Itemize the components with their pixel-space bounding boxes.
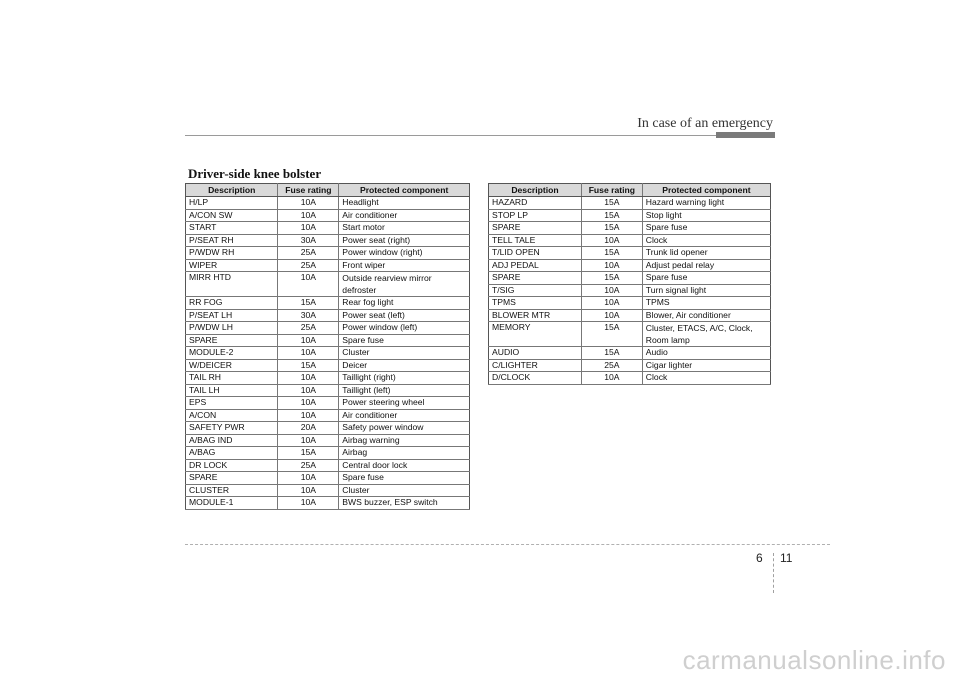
table-row [489,222,771,235]
protected-component: Rear fog light [339,297,470,310]
protected-component: Cigar lighter [642,359,770,372]
fuse-rating: 15A [278,447,339,460]
protected-component: Air conditioner [339,209,470,222]
fuse-description: SPARE [489,272,582,285]
table-row [186,422,470,435]
fuse-rating: 10A [581,309,642,322]
fuse-rating: 15A [581,247,642,260]
protected-component: Trunk lid opener [642,247,770,260]
fuse-description: SPARE [489,222,582,235]
fuse-description: A/BAG IND [186,434,278,447]
fuse-rating: 15A [581,222,642,235]
fuse-rating: 10A [278,384,339,397]
table-row [489,309,771,322]
fuse-rating: 15A [581,209,642,222]
column-header-fuse-rating: Fuse rating [278,184,339,197]
table-row [489,322,771,347]
protected-component: Taillight (right) [339,372,470,385]
table-row [186,472,470,485]
fuse-description: START [186,222,278,235]
fuse-description: P/WDW LH [186,322,278,335]
fuse-description: SAFETY PWR [186,422,278,435]
table-row [186,347,470,360]
table-row [186,372,470,385]
fuse-description: AUDIO [489,347,582,360]
protected-component: Air conditioner [339,409,470,422]
fuse-rating: 25A [278,259,339,272]
protected-component: Spare fuse [642,222,770,235]
footer-dashed-rule [185,544,830,545]
fuse-rating: 15A [581,197,642,210]
table-row [489,347,771,360]
protected-component: Spare fuse [642,272,770,285]
fuse-rating: 10A [581,284,642,297]
table-row [186,309,470,322]
fuse-description: STOP LP [489,209,582,222]
table-header-row [489,184,771,197]
fuse-rating: 10A [278,409,339,422]
protected-component: Spare fuse [339,334,470,347]
protected-component: Spare fuse [339,472,470,485]
table-row [489,197,771,210]
fuse-description: MODULE-2 [186,347,278,360]
fuse-rating: 25A [278,247,339,260]
fuse-rating: 10A [278,472,339,485]
fuse-rating: 10A [278,347,339,360]
fuse-rating: 10A [278,272,339,297]
fuse-description: DR LOCK [186,459,278,472]
protected-component: Clock [642,372,770,385]
protected-component: Airbag warning [339,434,470,447]
column-header-protected-component: Protected component [339,184,470,197]
protected-component: Headlight [339,197,470,210]
protected-component: Deicer [339,359,470,372]
fuse-rating: 15A [581,272,642,285]
fuse-rating: 10A [581,259,642,272]
table-row [186,234,470,247]
fuse-description: TAIL RH [186,372,278,385]
protected-component: Taillight (left) [339,384,470,397]
fuse-rating: 15A [581,322,642,347]
table-row [489,247,771,260]
fuse-description: P/SEAT LH [186,309,278,322]
table-row [186,384,470,397]
protected-component: Power seat (left) [339,309,470,322]
table-row [186,359,470,372]
table-row [186,259,470,272]
fuse-description: MIRR HTD [186,272,278,297]
table-row [186,197,470,210]
table-row [186,209,470,222]
fuse-rating: 10A [278,497,339,510]
column-header-description: Description [186,184,278,197]
table-row [489,297,771,310]
table-row [186,447,470,460]
fuse-description: A/CON [186,409,278,422]
protected-component: Hazard warning light [642,197,770,210]
table-row [186,222,470,235]
protected-component: TPMS [642,297,770,310]
column-header-description: Description [489,184,582,197]
protected-component: Cluster [339,484,470,497]
protected-component: Power seat (right) [339,234,470,247]
table-row [489,359,771,372]
fuse-rating: 10A [278,372,339,385]
fuse-description: H/LP [186,197,278,210]
fuse-rating: 10A [278,197,339,210]
table-header-row [186,184,470,197]
fuse-rating: 30A [278,309,339,322]
fuse-description: A/CON SW [186,209,278,222]
fuse-description: TELL TALE [489,234,582,247]
section-title: Driver-side knee bolster [188,166,322,181]
fuse-rating: 15A [278,359,339,372]
protected-component: Power window (left) [339,322,470,335]
table-row [186,247,470,260]
fuse-rating: 10A [278,397,339,410]
protected-component: Blower, Air conditioner [642,309,770,322]
table-row [489,284,771,297]
fuse-table-right [488,183,771,385]
page-header-title: In case of an emergency [637,116,773,131]
protected-component: Turn signal light [642,284,770,297]
fuse-description: ADJ PEDAL [489,259,582,272]
table-row [186,497,470,510]
protected-component: Outside rearview mirror defroster [339,272,470,297]
fuse-description: BLOWER MTR [489,309,582,322]
column-header-protected-component: Protected component [642,184,770,197]
fuse-rating: 15A [278,297,339,310]
fuse-table-left [185,183,470,510]
fuse-rating: 10A [581,297,642,310]
fuse-rating: 25A [278,322,339,335]
fuse-description: TPMS [489,297,582,310]
table-row [186,297,470,310]
fuse-description: C/LIGHTER [489,359,582,372]
page-number: 11 [780,551,793,565]
fuse-rating: 10A [581,234,642,247]
fuse-description: SPARE [186,334,278,347]
fuse-rating: 10A [278,334,339,347]
protected-component: Power window (right) [339,247,470,260]
fuse-rating: 10A [278,434,339,447]
fuse-description: RR FOG [186,297,278,310]
table-row [489,259,771,272]
protected-component: BWS buzzer, ESP switch [339,497,470,510]
table-row [186,459,470,472]
fuse-description: P/SEAT RH [186,234,278,247]
fuse-rating: 15A [581,347,642,360]
fuse-description: EPS [186,397,278,410]
fuse-description: W/DEICER [186,359,278,372]
header-accent-bar [716,132,775,138]
protected-component: Clock [642,234,770,247]
fuse-rating: 25A [581,359,642,372]
table-row [489,234,771,247]
fuse-description: MEMORY [489,322,582,347]
column-header-fuse-rating: Fuse rating [581,184,642,197]
fuse-description: MODULE-1 [186,497,278,510]
protected-component: Power steering wheel [339,397,470,410]
fuse-rating: 25A [278,459,339,472]
fuse-description: CLUSTER [186,484,278,497]
protected-component: Airbag [339,447,470,460]
protected-component: Safety power window [339,422,470,435]
table-row [489,272,771,285]
fuse-description: SPARE [186,472,278,485]
watermark: carmanualsonline.info [682,645,946,675]
fuse-description: D/CLOCK [489,372,582,385]
fuse-rating: 30A [278,234,339,247]
chapter-number: 6 [756,551,763,565]
protected-component: Central door lock [339,459,470,472]
fuse-rating: 10A [278,209,339,222]
fuse-description: TAIL LH [186,384,278,397]
table-row [186,322,470,335]
table-row [186,272,470,297]
protected-component: Start motor [339,222,470,235]
protected-component: Adjust pedal relay [642,259,770,272]
fuse-description: HAZARD [489,197,582,210]
fuse-description: T/SIG [489,284,582,297]
protected-component: Cluster, ETACS, A/C, Clock, Room lamp [642,322,770,347]
table-row [489,209,771,222]
table-row [186,409,470,422]
fuse-description: A/BAG [186,447,278,460]
table-row [186,334,470,347]
protected-component: Cluster [339,347,470,360]
table-row [186,397,470,410]
page-number-separator [773,553,774,593]
protected-component: Front wiper [339,259,470,272]
fuse-description: WIPER [186,259,278,272]
table-row [186,434,470,447]
protected-component: Audio [642,347,770,360]
fuse-description: P/WDW RH [186,247,278,260]
protected-component: Stop light [642,209,770,222]
fuse-description: T/LID OPEN [489,247,582,260]
table-row [489,372,771,385]
fuse-rating: 10A [278,484,339,497]
table-row [186,484,470,497]
fuse-rating: 10A [278,222,339,235]
fuse-rating: 10A [581,372,642,385]
header-rule [185,135,775,136]
fuse-rating: 20A [278,422,339,435]
